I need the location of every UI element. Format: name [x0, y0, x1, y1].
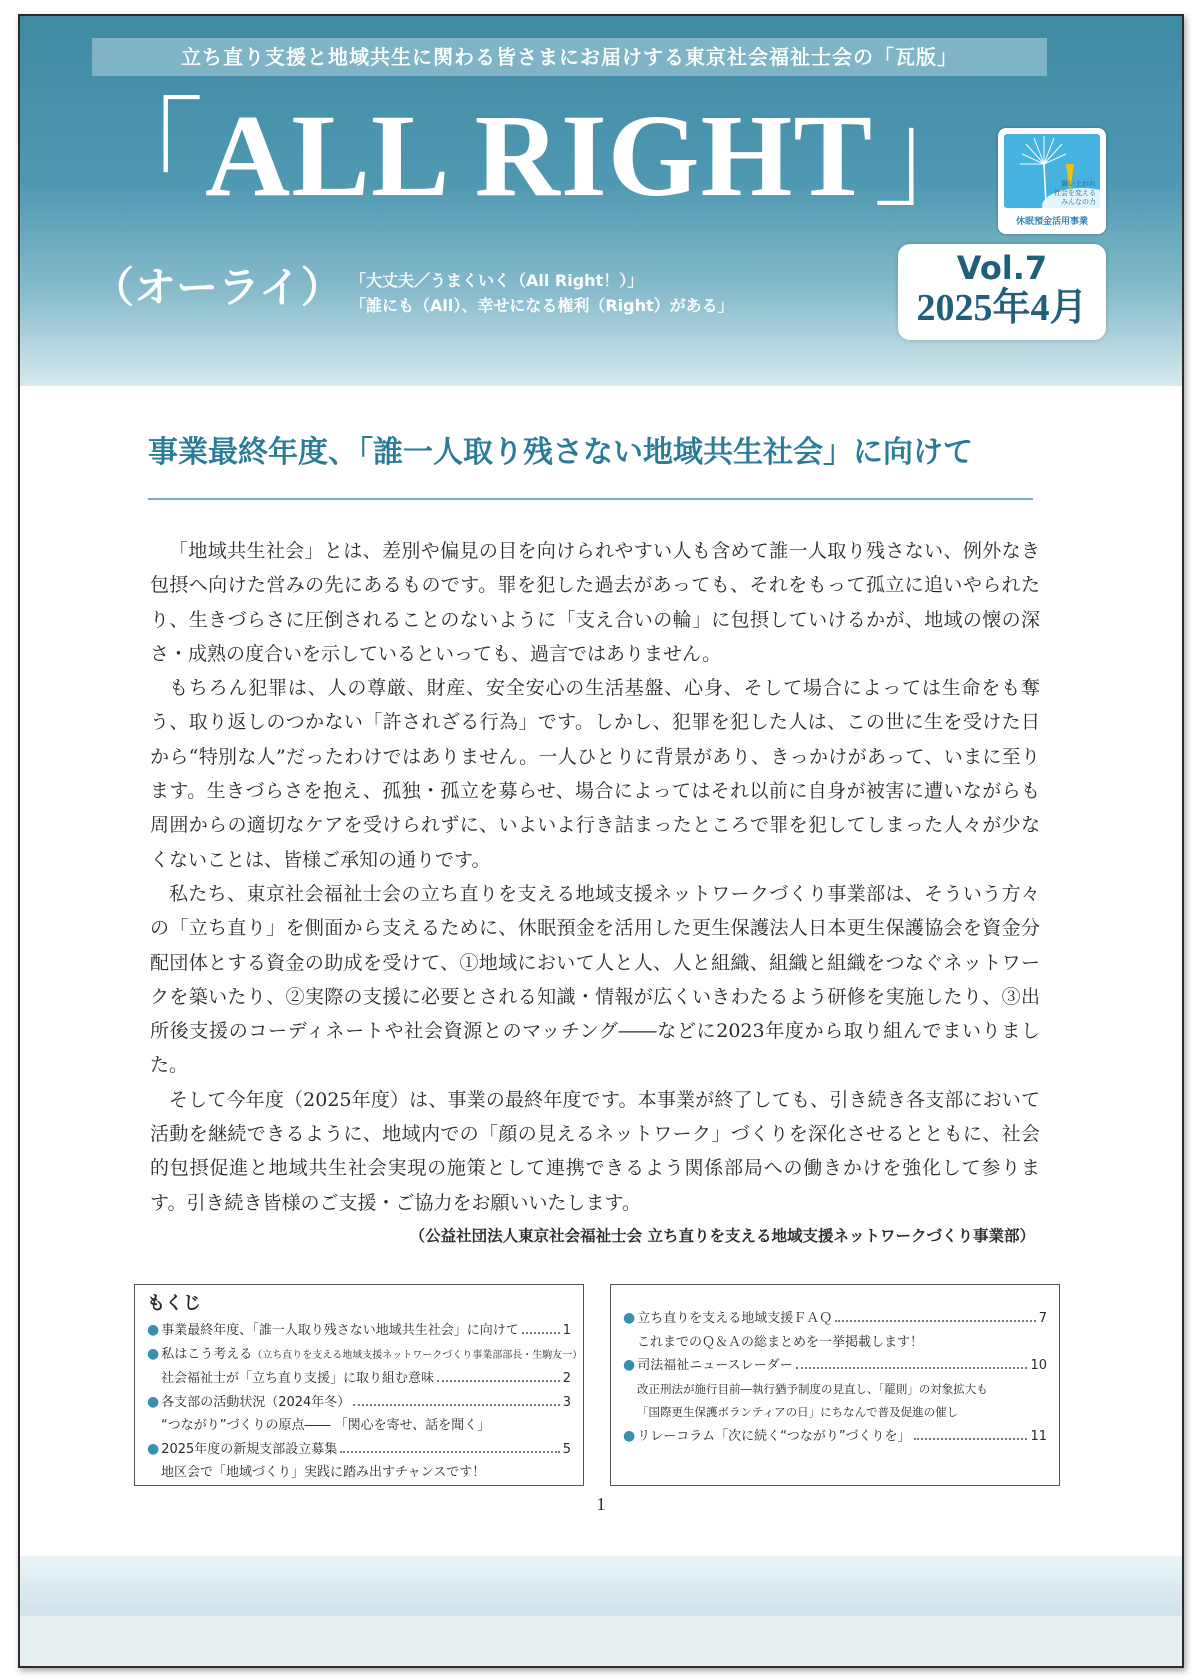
issue-date: 2025年4月 [916, 287, 1088, 329]
toc-leader [340, 1451, 559, 1453]
toc-list [147, 1319, 583, 1485]
toc-item[interactable] [623, 1307, 1047, 1331]
toc-leader [835, 1320, 1035, 1322]
toc-item-page: 2 [562, 1371, 571, 1386]
toc-item-subtitle: 改正刑法が施行目前―執行猶予制度の見直し、「罷則」の対象拡大も [637, 1381, 988, 1396]
toc-leader [914, 1438, 1028, 1440]
logo-slogan: 舞い上がれ 社会を変える みんなの力 [1054, 180, 1096, 206]
toc-item-title: 各支部の活動状況（2024年冬） [161, 1394, 351, 1410]
logo-caption: 休眠預金活用事業 [1015, 217, 1088, 227]
toc-item[interactable] [147, 1343, 583, 1368]
article-paragraph: 私たち、東京社会福祉士会の立ち直りを支える地域支援ネットワークづくり事業部は、そういう方々の「立ち直り」を側面から支えるために、休眠預金を活用した更生保護法人日本更生保護協会を資金分配団体とする資金の助成を受けて、①地域において人と人、人と組織、組織と組織をつなぐネットワークを築いたり、②実際の支援に必要とされる知識・情報が広くいきわたるよう研修を実施したり、③出所後支援のコーディネートや社会資源とのマッチング――などに2023年度から取り組んでまいりました。 [150, 882, 1040, 1077]
toc-leader [796, 1367, 1028, 1369]
toc-item[interactable] [147, 1319, 571, 1343]
footer-band [20, 1556, 1182, 1616]
toc-item[interactable] [623, 1354, 1047, 1378]
toc-item-page: 10 [1030, 1358, 1047, 1373]
dormant-deposit-logo [998, 128, 1106, 234]
toc-item-title: 司法福祉ニュースレーダー [637, 1358, 793, 1373]
bullet-icon: ● [623, 1310, 636, 1326]
toc-heading: もくじ [147, 1293, 201, 1314]
toc-item-subtitle: 地区会で「地域づくり」実践に踏み出すチャンスです！ [161, 1465, 486, 1480]
footer-band-lower [20, 1616, 1182, 1666]
bullet-icon: ● [623, 1427, 636, 1444]
title-text: ALL RIGHT [205, 90, 874, 221]
toc-item[interactable] [147, 1438, 571, 1462]
toc-item-page: 3 [562, 1394, 571, 1410]
newsletter-title [86, 86, 993, 226]
toc-item-title: 2025年度の新規支部設立募集 [161, 1441, 338, 1457]
volume-number: Vol.7 [956, 249, 1048, 287]
title-close-bracket: 」 [873, 90, 993, 221]
issue-box [898, 244, 1106, 340]
bullet-icon: ● [147, 1440, 160, 1457]
toc-leader [522, 1332, 560, 1334]
logo-sky-image [1004, 134, 1100, 208]
newsletter-subtitle: （オーライ） [92, 263, 343, 312]
toc-item-subtitle[interactable]: 社会福祉士が「立ち直り支援」に取り組む意味 2 [147, 1367, 571, 1391]
toc-leader [353, 1404, 559, 1406]
toc-item-title: 立ち直りを支える地域支援ＦＡＱ [637, 1311, 833, 1326]
bullet-icon: ● [147, 1322, 160, 1338]
article-paragraph: 「地域共生社会」とは、差別や偏見の目を向けられやすい人も含めて誰一人取り残さない、例外なき包摂へ向けた営みの先にあるものです。罪を犯した過去があっても、それをもって孤立に追いやられたり、生きづらさに圧倒されることのないように「支え合いの輪」に包摂していけるかが、地域の懐の深さ・成熟の度合いを示しているといっても、過言ではありません。 [150, 540, 1040, 665]
toc-item[interactable] [623, 1425, 1047, 1449]
table-of-contents-left [134, 1284, 584, 1486]
toc-item-page: 5 [562, 1441, 571, 1457]
catchphrase [350, 268, 734, 318]
article-signature: （公益社団法人東京社会福祉士会 立ち直りを支える地域支援ネットワークづくり事業部） [409, 1227, 1035, 1245]
toc-item-page: 1 [562, 1323, 571, 1338]
article-paragraph: もちろん犯罪は、人の尊厳、財産、安全安心の生活基盤、心身、そして場合によっては生命をも奪う、取り返しのつかない「許されざる行為」です。しかし、犯罪を犯した人は、この世に生を受けた日から“特別な人”だったわけではありません。一人ひとりに背景があり、きっかけがあって、いまに至ります。生きづらさを抱え、孤独・孤立を募らせ、場合によってはそれ以前に自身が被害に遭いながらも周囲からの適切なケアを受けられずに、いよいよ行き詰まったところで罪を犯してしまった人々が少なくないことは、皆様ご承知の通りです。 [150, 677, 1040, 871]
toc-leader [437, 1380, 560, 1382]
table-of-contents-right [610, 1284, 1060, 1486]
page-number: 1 [596, 1494, 606, 1514]
toc-item[interactable] [147, 1391, 571, 1415]
bullet-icon: ● [147, 1393, 160, 1410]
toc-item-title: 私はこう考える [161, 1346, 253, 1362]
toc-item-page: 11 [1030, 1428, 1047, 1444]
toc-item-title: 事業最終年度、「誰一人取り残さない地域共生社会」に向けて [161, 1323, 519, 1338]
toc-item-subtitle: これまでのＱ＆Ａの総まとめを一挙掲載します！ [637, 1334, 924, 1350]
article-headline: 事業最終年度、「誰一人取り残さない地域共生社会」に向けて [148, 435, 973, 470]
toc-item-subtitle: 「国際更生保護ボランティアの日」にちなんで普及促進の催し [637, 1405, 959, 1419]
bullet-icon: ● [623, 1357, 636, 1373]
bullet-icon: ● [147, 1345, 160, 1362]
toc-item-subtitle: “つながり”づくりの原点―― 「関心を寄せ、話を聞く」 [161, 1418, 491, 1433]
newsletter-page [18, 14, 1184, 1668]
article-body [150, 534, 1040, 1220]
toc-item-page: 7 [1038, 1311, 1047, 1326]
title-open-bracket: 「 [86, 90, 206, 221]
catchphrase-line-2: 「誰にも（All）、幸せになる権利（Right）がある」 [350, 296, 734, 315]
masthead [20, 16, 1182, 386]
headline-divider [148, 498, 1033, 500]
toc-item-title: リレーコラム「次に続く“つながり”づくりを」 [637, 1428, 911, 1444]
article-paragraph: そして今年度（2025年度）は、事業の最終年度です。本事業が終了しても、引き続き各支部において活動を継続できるように、地域内での「顔の見えるネットワーク」づくりを深化させるとともに、社会的包摂促進と地域共生社会実現の施策として連携できるよう関係部局への働きかけを強化して参ります。引き続き皆様のご支援・ご協力をお願いいたします。 [150, 1088, 1040, 1214]
catchphrase-line-1: 「大丈夫／うまくいく（All Right！）」 [350, 271, 644, 290]
masthead-tagline: 立ち直り支援と地域共生に関わる皆さまにお届けする東京社会福祉士会の「瓦版」 [92, 38, 1047, 76]
toc-item-note: （立ち直りを支える地域支援ネットワークづくり事業部部長・生駒友一） [252, 1349, 583, 1361]
toc-list [623, 1307, 1047, 1448]
